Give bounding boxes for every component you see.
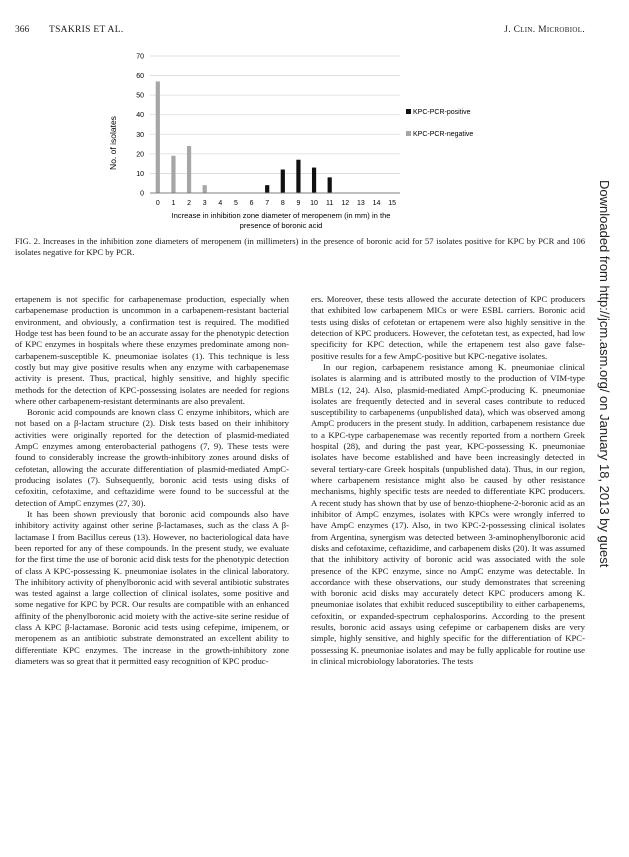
body-column-right [311,294,585,667]
bar-kpc-pcr-negative [171,156,175,193]
x-tick-label: 11 [326,200,334,207]
y-tick-label: 0 [140,190,144,198]
page-number: 366 [15,25,30,35]
legend-label: KPC-PCR-negative [413,131,474,138]
bar-kpc-pcr-positive [312,168,316,193]
y-tick-label: 30 [136,131,144,139]
legend [406,109,473,138]
x-tick-label: 14 [372,200,381,207]
bar-kpc-pcr-negative [203,185,207,193]
x-tick-labels [156,200,396,207]
paragraph: In our region, carbapenem resistance among K. pneumoniae clinical isolates is alarming and is attributed mostly to the production of VIM-type MBLs (12, 24). Also, plasmid-mediated AmpC-producing K. pneumoniae isolates are frequently detected and in several cases contribute to reduced susceptibility to carbapenems (unpublished data), which was observed among AmpC producers in the present study. In addition, carbapenem resistance due to a KPC-type carbapenemase was recently reported from a northern Greek hospital (28), and during the past year, KPC-possessing K. pneumoniae isolates have become established and have been increasingly detected in several tertiary-care Greek hospitals (unpublished data). Thus, in our region, where carbapenem resistance might also be caused by other resistance mechanisms, highly specific tests are needed to differentiate KPC producers. A recent study has shown that by use of benzo-thiophene-2-boronic acid as an inhibitor of AmpC enzymes, isolates with KPCs were wrongly inferred to have AmpC enzymes (17). Also, in two KPC-2-possessing clinical isolates from Argentina, synergism was detected between 3-aminophenylboronic acid disks and cefotaxime, ceftazidime, and carbapenem disks (20). It was assumed that the inhibitory activity of boronic acid was associated with the sole presence of the KPC enzyme, since no AmpC enzyme was detectable. In accordance with these observations, our study demonstrates that screening with boronic acid disks may accurately detect KPC producers among K. pneumoniae isolates that exhibit reduced susceptibility to either carbapenems, cefoxitin, or expanded-spectrum cephalosporins. According to the present results, boronic acid assays using cefepime or carbapenem disks are very simple, highly sensitive, and highly specific for the differentiation of KPC-possessing K. pneumoniae isolates and may be fully applicable for routine use in clinical microbiology laboratories. The tests [311,361,585,666]
download-watermark: Downloaded from http://jcm.asm.org/ on January 18, 2013 by guest [597,180,612,568]
x-tick-label: 12 [341,200,350,207]
x-tick-label: 4 [218,200,223,207]
y-tick-label: 60 [136,73,144,81]
x-tick-label: 5 [233,200,238,207]
y-tick-label: 70 [136,53,144,61]
x-tick-label: 6 [249,200,254,207]
x-tick-label: 0 [155,200,160,207]
x-axis-label-line-2: presence of boronic acid [239,221,323,230]
x-tick-label: 15 [388,200,397,207]
body-column-left [15,294,289,667]
bar-kpc-pcr-positive [265,185,269,193]
bar-kpc-pcr-positive [281,170,285,193]
paragraph: Boronic acid compounds are known class C enzyme inhibitors, which are not based on a β-lactam structure (2). Disk tests based on their inhibitory activities were originally reported for the detection of plasmid-mediated AmpC enzymes among enterobacterial pathogens (7, 9). These tests were found to considerably increase the growth-inhibitory zones around disks of cefotetan, allowing the accurate differentiation of plasmid-mediated AmpC-producing isolates (7). Subsequently, boronic acid tests using disks of cefoxitin, cefotaxime, and ceftazidime were found to be successful at the detection of AmpC enzymes (27, 30). [15,407,289,508]
paragraph: It has been shown previously that boronic acid compounds also have inhibitory activity against other serine β-lactamases, such as the class A β-lactamase I from Bacillus cereus (13). However, no bacteriological data have been reported for any of these compounds. In the present study, we evaluate for the first time the use of boronic acid disk tests for the phenotypic detection of class A KPC-possessing K. pneumoniae isolates in the clinical laboratory. The inhibitory activity of phenylboronic acid with several antibiotic substrates was tested against a large collection of clinical isolates, some positive and some negative for KPC by PCR. Our results are compatible with an enhanced affinity of the phenylboronic acid moiety with the active-site serine residue of class A KPC β-lactamase. Boronic acid tests using cefepime, imipenem, or meropenem as an antibiotic substrate demonstrated an excellent ability to differentiate KPC enzymes. The increase in the growth-inhibitory zone diameters was so great that it permitted easy recognition of KPC produc- [15,508,289,666]
legend-swatch [406,109,411,114]
bar-kpc-pcr-negative [156,81,160,193]
x-tick-label: 1 [171,200,176,207]
x-tick-label: 3 [202,200,207,207]
y-axis-label: No. of isolates [108,116,118,170]
legend-swatch [406,131,411,136]
journal-name: J. Clin. Microbiol. [504,25,585,35]
paragraph: ers. Moreover, these tests allowed the accurate detection of KPC producers that exhibited low carbapenem MICs or were ESBL carriers. Boronic acid tests using disks of cefotetan or ertapenem were also highly sensitive in the detection of KPC producers. However, the cefotetan test, as expected, had low specificity for KPC detection, while the ertapenem test also gave false-positive results for a few AmpC-positive but KPC-negative isolates. [311,294,585,361]
running-authors: TSAKRIS ET AL. [49,25,124,35]
x-tick-label: 8 [280,200,285,207]
running-header [15,25,585,39]
x-tick-label: 10 [310,200,318,207]
x-tick-label: 2 [187,200,192,207]
x-axis-label-line-1: Increase in inhibition zone diameter of meropenem (in mm) in the [171,211,391,220]
bar-kpc-pcr-positive [328,177,332,193]
x-tick-label: 13 [357,200,365,207]
y-tick-labels [136,54,144,198]
y-tick-label: 20 [136,151,144,159]
y-tick-label: 50 [136,92,144,100]
y-tick-label: 40 [136,112,144,120]
x-tick-label: 7 [265,200,270,207]
y-tick-label: 10 [136,170,144,178]
paragraph: ertapenem is not specific for carbapenemase production, especially when carbapenemase production is uncommon in a carbapenem-resistant bacterial environment, and obviously, a confirmation test is required. The modified Hodge test has been found to be an accurate assay for the phenotypic detection of KPC enzymes in hospitals where these enzymes predominate among non-carbapenem-susceptible K. pneumoniae isolates (1). This technique is less costly but may give positive results when any enzyme with carbapenemase activity is present. Thus, practical, highly sensitive, and highly specific methods for the detection of KPC-possessing isolates are needed for regions where other carbapenem-resistant determinants are also prevalent. [15,294,289,406]
x-tick-label: 9 [296,200,301,207]
figure-caption: FIG. 2. Increases in the inhibition zone diameters of meropenem (in millimeters) in the presence of boronic acid for 57 isolates positive for KPC by PCR and 106 isolates negative for KPC by PCR. [15,236,585,257]
legend-label: KPC-PCR-positive [413,109,471,116]
bar-kpc-pcr-negative [187,146,191,193]
bar-chart [100,50,500,232]
bar-kpc-pcr-positive [296,160,300,193]
bars [156,81,332,193]
